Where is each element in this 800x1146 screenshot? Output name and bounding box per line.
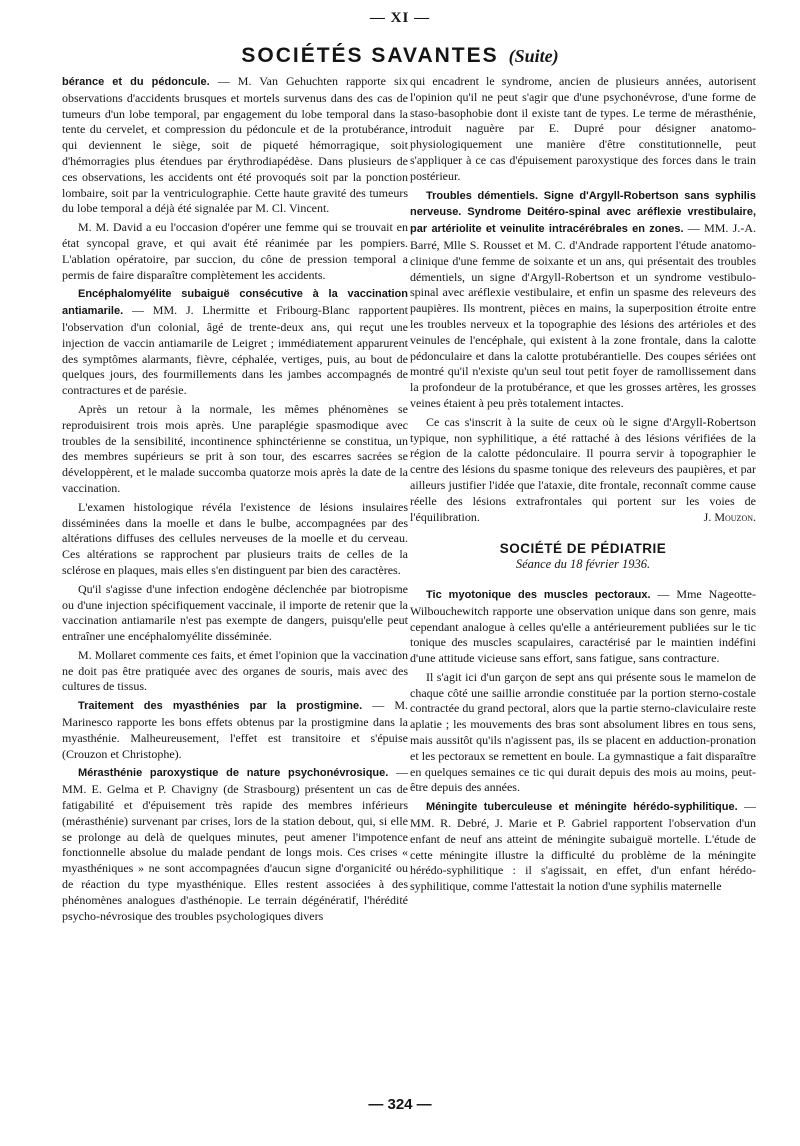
heading: Encéphalomyélite subaiguë consécutive à la vaccination antiamarile. bbox=[62, 288, 408, 318]
heading: bérance et du pédoncule. bbox=[62, 76, 210, 88]
body-text: — MM. J.-A. Barré, Mlle S. Rousset et M. C. d'Andrade rapportent l'étude anatomo-clinique d'une femme de soixante et un ans, qui présentait des troubles démentiels, un signe d'Argyll-Robertson et un syndrome vestibulo-spinal avec aréflexie vestibulaire, et enfin un spasme des releveurs des paupières. Ils montrent, pièces en mains, la superposition étroite entre les troubles nerveux et la topographie des lésions des artérioles et des veinules de l'encéphale, qui existent à la zone frontale, dans la calotte pédonculaire et dans la calotte protubérantielle. Des coupes sériées ont montré qu'il n'existe qu'un seul tout petit foyer de ramollissement dans la profondeur de la protubérance, et que les grosses artères, les grosses veines étaient à peu près totalement intactes. bbox=[410, 221, 756, 410]
author-signature: J. Mouzon. bbox=[703, 509, 756, 524]
paragraph bbox=[62, 698, 408, 762]
heading: Tic myotonique des muscles pectoraux. bbox=[426, 588, 651, 601]
paragraph bbox=[410, 587, 756, 667]
society-title: SOCIÉTÉ DE PÉDIATRIE bbox=[499, 541, 667, 557]
paragraph: M. Mollaret commente ces faits, et émet l'opinion que la vaccination ne doit pas être pratiquée avec des organes de souris, mais avec des cultures de tissus. bbox=[62, 647, 408, 694]
session-date: Séance du 18 février 1936. bbox=[515, 557, 651, 572]
section-header bbox=[0, 44, 800, 68]
right-column bbox=[410, 74, 756, 895]
heading: Méningite tuberculeuse et méningite hérédo-syphilitique. bbox=[426, 801, 738, 814]
section-suite: (Suite) bbox=[508, 46, 559, 66]
heading: Traitement des myasthénies par la prostigmine. bbox=[78, 700, 363, 713]
paragraph bbox=[410, 188, 756, 412]
heading: Troubles démentiels. Signe d'Argyll-Robertson sans syphilis nerveuse. Syndrome Deitéro-spinal avec aréflexie vrestibulaire, par artériolite et veinulite intracérébrales en zones. bbox=[410, 189, 756, 236]
body-text: — MM. R. Debré, J. Marie et P. Gabriel rapportent l'observation d'un enfant de neuf ans atteint de méningite subaiguë mortelle. L'étude de cette méningite illustre la difficulté du problème de la méningite hérédo-syphilitique : il s'agissait, en effet, d'un enfant hérédo-syphilitique, comme l'attestait la notion d'une syphilis maternelle bbox=[410, 799, 757, 894]
page-number: — 324 — bbox=[368, 1096, 432, 1113]
paragraph bbox=[410, 799, 756, 895]
left-column bbox=[62, 74, 408, 924]
section-title: SOCIÉTÉS SAVANTES bbox=[241, 44, 499, 67]
page-roman-number: — XI — bbox=[369, 10, 431, 26]
paragraph: M. M. David a eu l'occasion d'opérer une femme qui se trouvait en état syncopal grave, et qui avait été réanimée par les pompiers. L'ablation opératoire, par succion, du cône de pression temporal a permis de faire disparaître complètement les accidents. bbox=[62, 220, 408, 282]
paragraph: L'examen histologique révéla l'existence de lésions insulaires disséminées dans la moelle et dans le bulbe, accompagnées par des altérations diffuses des cellules nerveuses de la moelle et du cerveau. Ces altérations se rapprochent par plusieurs traits de celles de la sclérose en plaques, mais elles s'en distinguent par bien des caractères. bbox=[62, 499, 408, 577]
body-text: — MM. J. Lhermitte et Fribourg-Blanc rapportent l'observation d'un colonial, âgé de trente-deux ans, qui reçut une injection de vaccin antiamarile de Leigret ; immédiatement apparurent des symptômes alarmants, fièvre, céphalée, vertiges, puis, au bout de quelques jours, des fourmillements dans les jambes accompagnés de contractures et de parésie. bbox=[62, 303, 408, 398]
paragraph: qui encadrent le syndrome, ancien de plusieurs années, autorisent l'opinion qu'il ne peut s'agir que d'une psychonévrose, d'une forme de staso-basophobie dont il existe tant de types. Le terme de mérasthénie, introduit naguère par E. Dupré pour désigner anatomo-physiologiquement une manière d'être constitutionnelle, peut s'appliquer à ce cas d'épuisement paroxystique des forces dans le train postérieur. bbox=[410, 74, 756, 183]
body-text: — M. Van Gehuchten rapporte six observations d'accidents brusques et mortels survenus dans des cas de tumeurs d'un lobe temporal, par engagement du lobe temporal dans la tente du cervelet, et compression du pédoncule et de la protubérance, qui deviennent le siège, soit de piqueté hémorragique, soit d'hémorragies plus étendues par érythrodiapédèse. Dans plusieurs de ces observations, les accidents ont été provoqués soit par la ponction lombaire, soit par la ventriculographie. Cette haute gravité des tumeurs du lobe temporal a déjà été signalée par M. Cl. Vincent. bbox=[62, 74, 408, 216]
body-text: — MM. E. Gelma et P. Chavigny (de Strasbourg) présentent un cas de fatigabilité et d'épuisement très rapide des membres inférieurs (mérasthénie) survenant par crises, lors de la station debout, qui, si elle se prolonge au delà de quelques minutes, peut amener l'impotence fonctionnelle absolue du malade pendant de longs mois. Ces crises « myasthéniques » ne sont accompagnées d'aucun signe d'organicité ou de réaction du type myasthénique. Elles restent associées à des phénomènes analogues d'asthénopie. Le terrain dégénératif, l'hérédité psycho-névrosique des troubles psychologiques divers bbox=[62, 765, 408, 923]
paragraph bbox=[62, 765, 408, 924]
paragraph: Après un retour à la normale, les mêmes phénomènes se reproduisirent trois mois après. Une paraplégie spasmodique avec troubles de la sensibilité, incontinence sphinctérienne se constitua, un des membres supérieurs se prit à son tour, des escarres sacrées se développèrent, et le malade succomba quatorze mois après la date de la vaccination. bbox=[62, 401, 408, 495]
paragraph bbox=[410, 415, 756, 526]
body-text: Ce cas s'inscrit à la suite de ceux où le signe d'Argyll-Robertson typique, non syphilitique, a été rattaché à des lésions vérifiées de la région de la calotte pédonculaire. Il pourra servir à topographier le centre des lésions du spasme tonique des releveurs des paupières, et par ailleurs justifier l'idée que l'ataxie, dite frontale, reconnaît comme cause réelle des lésions extrafrontales qui portent sur les voies de l'équilibration. bbox=[410, 414, 756, 524]
body-text: — M. Marinesco rapporte les bons effets obtenus par la prostigmine dans la myasthénie. Malheureusement, l'effet est transitoire et s'épuise (Crouzon et Christophe). bbox=[62, 698, 409, 761]
paragraph bbox=[62, 286, 408, 399]
paragraph: Il s'agit ici d'un garçon de sept ans qui présente sous le mamelon de chaque côté une saillie arrondie constituée par la portion sterno-costale contractée du grand pectoral, alors que la partie sterno-claviculaire reste aplatie ; les mouvements des bras sont absolument libres en tous sens, mais aussitôt qu'ils n'agissent pas, ils se placent en adduction-pronation et les pectoraux se remettent en boule. La gymnastique a fait disparaître en quelques semaines ce tic qui durait depuis des mois au moins, peut-être depuis des années. bbox=[410, 669, 756, 795]
paragraph bbox=[62, 74, 408, 217]
paragraph: Qu'il s'agisse d'une infection endogène déclenchée par biotropisme ou d'une injection spécifiquement vaccinale, il importe de retenir que la vaccination antiamarile n'est pas exempte de dangers, puisqu'elle peut entraîner une encéphalomyélite disséminée. bbox=[62, 581, 408, 644]
heading: Mérasthénie paroxystique de nature psychonévrosique. bbox=[78, 767, 389, 780]
body-text: — Mme Nageotte-Wilbouchewitch rapporte une observation unique dans son genre, mais cependant analogue à celles qu'elle a antérieurement publiées sur le tic tonique des muscles scapulaires, caractérisé par le maintien indéfini d'une attitude vicieuse sans effort, sans fatigue, sans contracture. bbox=[410, 586, 756, 666]
